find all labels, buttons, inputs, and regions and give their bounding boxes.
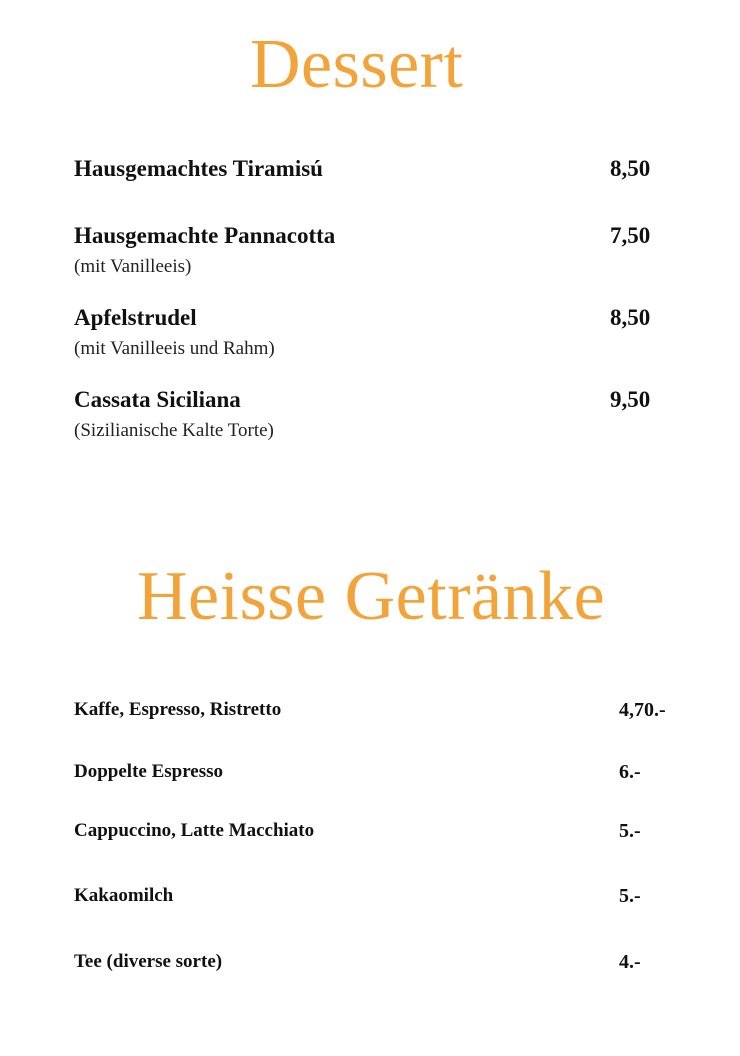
dessert-item-name: Cassata Siciliana	[74, 387, 241, 412]
dessert-item-price: 8,50	[610, 156, 651, 181]
dessert-item-description: (mit Vanilleeis und Rahm)	[74, 338, 275, 359]
hot-drinks-section-title: Heisse Getränke	[137, 558, 606, 635]
dessert-section-title: Dessert	[250, 26, 464, 103]
drink-item-name: Kakaomilch	[74, 885, 174, 906]
dessert-item-price: 7,50	[610, 223, 651, 248]
drink-item-name: Cappuccino, Latte Macchiato	[74, 820, 315, 841]
dessert-item-name: Hausgemachtes Tiramisú	[74, 156, 323, 181]
drink-item-price: 4.-	[619, 951, 641, 973]
dessert-item-name: Apfelstrudel	[74, 305, 197, 330]
dessert-item-price: 9,50	[610, 387, 651, 412]
dessert-item-description: (Sizilianische Kalte Torte)	[74, 420, 274, 441]
drink-item-name: Kaffe, Espresso, Ristretto	[74, 699, 282, 720]
drink-item-price: 4,70.-	[619, 699, 666, 721]
dessert-item-price: 8,50	[610, 305, 651, 330]
drink-item-price: 6.-	[619, 761, 641, 783]
drink-item-name: Tee (diverse sorte)	[74, 951, 223, 972]
drink-item-price: 5.-	[619, 820, 641, 842]
drink-item-name: Doppelte Espresso	[74, 761, 224, 782]
dessert-item-description: (mit Vanilleeis)	[74, 256, 192, 277]
dessert-item-name: Hausgemachte Pannacotta	[74, 223, 336, 248]
drink-item-price: 5.-	[619, 885, 641, 907]
